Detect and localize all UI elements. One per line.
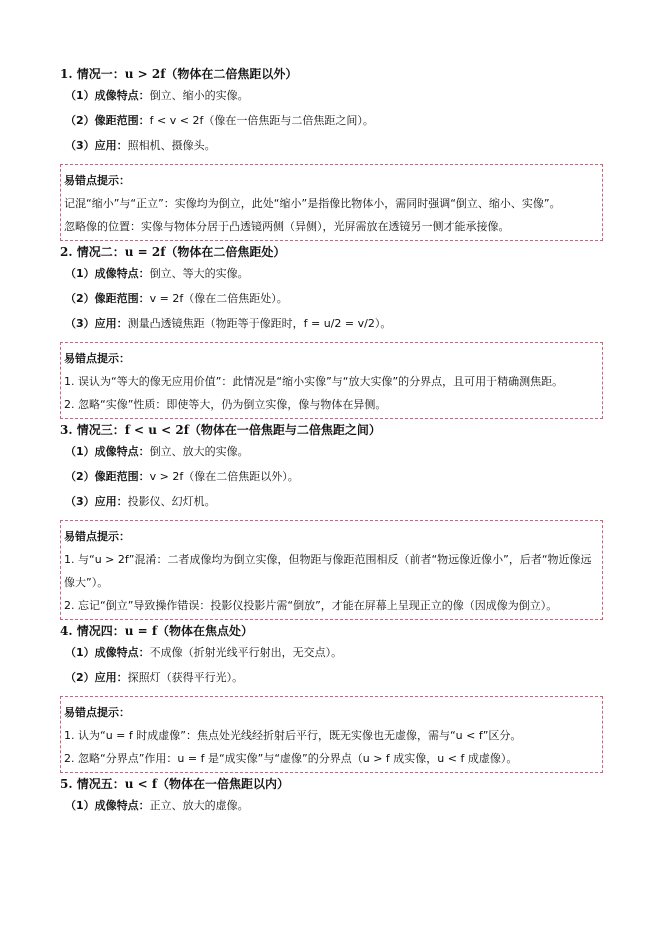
- item-label: （1）成像特点：: [65, 89, 150, 102]
- item-text: 照相机、摄像头。: [127, 139, 216, 152]
- item-label: （1）成像特点：: [65, 445, 150, 458]
- section-1-tip-box: [60, 164, 603, 241]
- item-text: 倒立、缩小的实像。: [149, 89, 249, 102]
- item-text: 探照灯（获得平行光）。: [127, 671, 244, 684]
- section-4-item-1: [60, 645, 605, 670]
- section-2-item-3: [60, 316, 605, 341]
- item-text: 测量凸透镜焦距（物距等于像距时，f = u/2 = v/2）。: [127, 317, 392, 330]
- item-text: 不成像（折射光线平行射出，无交点）。: [149, 646, 343, 659]
- tip-title: 易错点提示：: [64, 706, 130, 719]
- item-label: （1）成像特点：: [65, 267, 150, 280]
- item-label: （1）成像特点：: [65, 799, 150, 812]
- tip-title: 易错点提示：: [64, 174, 130, 187]
- item-label: （2）像距范围：: [65, 292, 150, 305]
- item-text: v > 2f（像在二倍焦距以外）。: [149, 470, 299, 483]
- section-3-tip-box: [60, 520, 603, 620]
- section-1-item-1: [60, 88, 605, 113]
- section-5-item-1: [60, 798, 605, 823]
- tip-title: 易错点提示：: [64, 352, 130, 365]
- tip-line: 忽略像的位置：实像与物体分居于凸透镜两侧（异侧），光屏需放在透镜另一侧才能承接像。: [64, 220, 510, 233]
- section-3-item-2: [60, 469, 605, 494]
- tip-line: 2. 忽略“实像”性质：即使等大，仍为倒立实像，像与物体在异侧。: [64, 398, 387, 411]
- item-label: （3）应用：: [65, 139, 128, 152]
- section-2-item-1: [60, 266, 605, 291]
- section-1-item-3: [60, 138, 605, 163]
- item-text: 正立、放大的虚像。: [149, 799, 249, 812]
- tip-line: 1. 与“u > 2f”混淆：二者成像均为倒立实像，但物距与像距范围相反（前者“物远像近像小”，后者“物近像远像大”）。: [64, 553, 592, 589]
- section-2-item-2: [60, 291, 605, 316]
- section-3-item-1: [60, 444, 605, 469]
- item-text: 投影仪、幻灯机。: [127, 495, 216, 508]
- section-4-item-2: [60, 670, 605, 695]
- section-1-heading: 1. 情况一：u > 2f（物体在二倍焦距以外）: [60, 67, 298, 81]
- tip-line: 2. 忘记“倒立”导致操作错误：投影仪投影片需“倒放”，才能在屏幕上呈现正立的像（因成像为倒立）。: [64, 599, 558, 612]
- item-label: （1）成像特点：: [65, 646, 150, 659]
- section-3-heading: 3. 情况三：f < u < 2f（物体在一倍焦距与二倍焦距之间）: [60, 423, 381, 437]
- section-4-tip-box: [60, 696, 603, 773]
- section-4-heading: 4. 情况四：u = f（物体在焦点处）: [60, 624, 254, 638]
- section-5-heading: 5. 情况五：u < f（物体在一倍焦距以内）: [60, 777, 290, 791]
- item-label: （2）应用：: [65, 671, 128, 684]
- tip-title: 易错点提示：: [64, 530, 130, 543]
- item-text: 倒立、等大的实像。: [149, 267, 249, 280]
- item-text: f < v < 2f（像在一倍焦距与二倍焦距之间）。: [149, 114, 374, 127]
- document-page: [60, 66, 605, 823]
- tip-line: 记混“缩小”与“正立”：实像均为倒立，此处“缩小”是指像比物体小，需同时强调“倒立、缩小、实像”。: [64, 197, 561, 210]
- section-3-item-3: [60, 494, 605, 519]
- section-2-heading: 2. 情况二：u = 2f（物体在二倍焦距处）: [60, 245, 286, 259]
- tip-line: 1. 误认为“等大的像无应用价值”：此情况是“缩小实像”与“放大实像”的分界点，且可用于精确测焦距。: [64, 375, 564, 388]
- item-label: （3）应用：: [65, 495, 128, 508]
- section-2-tip-box: [60, 342, 603, 419]
- item-label: （2）像距范围：: [65, 470, 150, 483]
- tip-line: 2. 忽略“分界点”作用：u = f 是“成实像”与“虚像”的分界点（u > f 成实像，u < f 成虚像）。: [64, 752, 518, 765]
- item-text: v = 2f（像在二倍焦距处）。: [149, 292, 288, 305]
- item-text: 倒立、放大的实像。: [149, 445, 249, 458]
- tip-line: 1. 认为“u = f 时成虚像”：焦点处光线经折射后平行，既无实像也无虚像，需与“u < f”区分。: [64, 729, 522, 742]
- item-label: （3）应用：: [65, 317, 128, 330]
- section-1-item-2: [60, 113, 605, 138]
- item-label: （2）像距范围：: [65, 114, 150, 127]
